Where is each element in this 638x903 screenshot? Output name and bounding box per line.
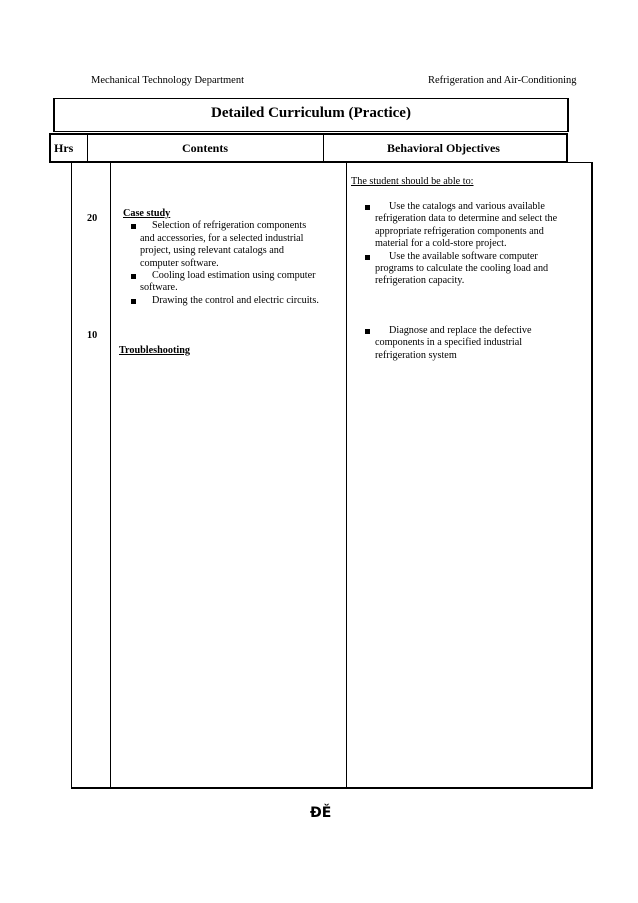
square-bullet-icon [131,224,136,229]
objectives-group-1 [355,201,568,288]
case-study-heading: Case study [123,208,171,219]
column-header-row [49,133,568,163]
list-item: Use the available software computer programs to calculate the cooling load and refrigeration capacity. [355,251,568,288]
page-title: Detailed Curriculum (Practice) [211,105,411,121]
hours-case-study: 20 [87,213,98,224]
page-number: ÐĚ [310,805,332,821]
contents-case-study [120,208,320,307]
square-bullet-icon [365,329,370,334]
header-subject: Refrigeration and Air-Conditioning [428,75,577,86]
hours-troubleshooting: 10 [87,330,98,341]
column-divider [110,163,111,787]
column-objectives: Behavioral Objectives [387,141,500,155]
list-item: Drawing the control and electric circuits. [120,295,320,307]
objectives-intro: The student should be able to: [351,176,474,187]
column-contents: Contents [181,141,228,155]
square-bullet-icon [131,274,136,279]
objectives-group-2 [355,325,560,362]
column-divider [346,163,347,787]
case-study-list [120,220,320,307]
title-box [53,98,569,132]
troubleshooting-heading: Troubleshooting [119,345,190,356]
square-bullet-icon [365,205,370,210]
list-item: Selection of refrigeration components and accessories, for a selected industrial project, using relevant catalogs and computer software. [120,220,320,270]
list-item: Cooling load estimation using computer software. [120,270,320,295]
column-hrs: Hrs [54,141,74,155]
square-bullet-icon [131,299,136,304]
list-item: Diagnose and replace the defective components in a specified industrial refrigeration system [355,325,560,362]
list-item: Use the catalogs and various available refrigeration data to determine and select the appropriate refrigeration components and material for a cold-store project. [355,201,568,251]
square-bullet-icon [365,255,370,260]
header-department: Mechanical Technology Department [91,75,245,86]
